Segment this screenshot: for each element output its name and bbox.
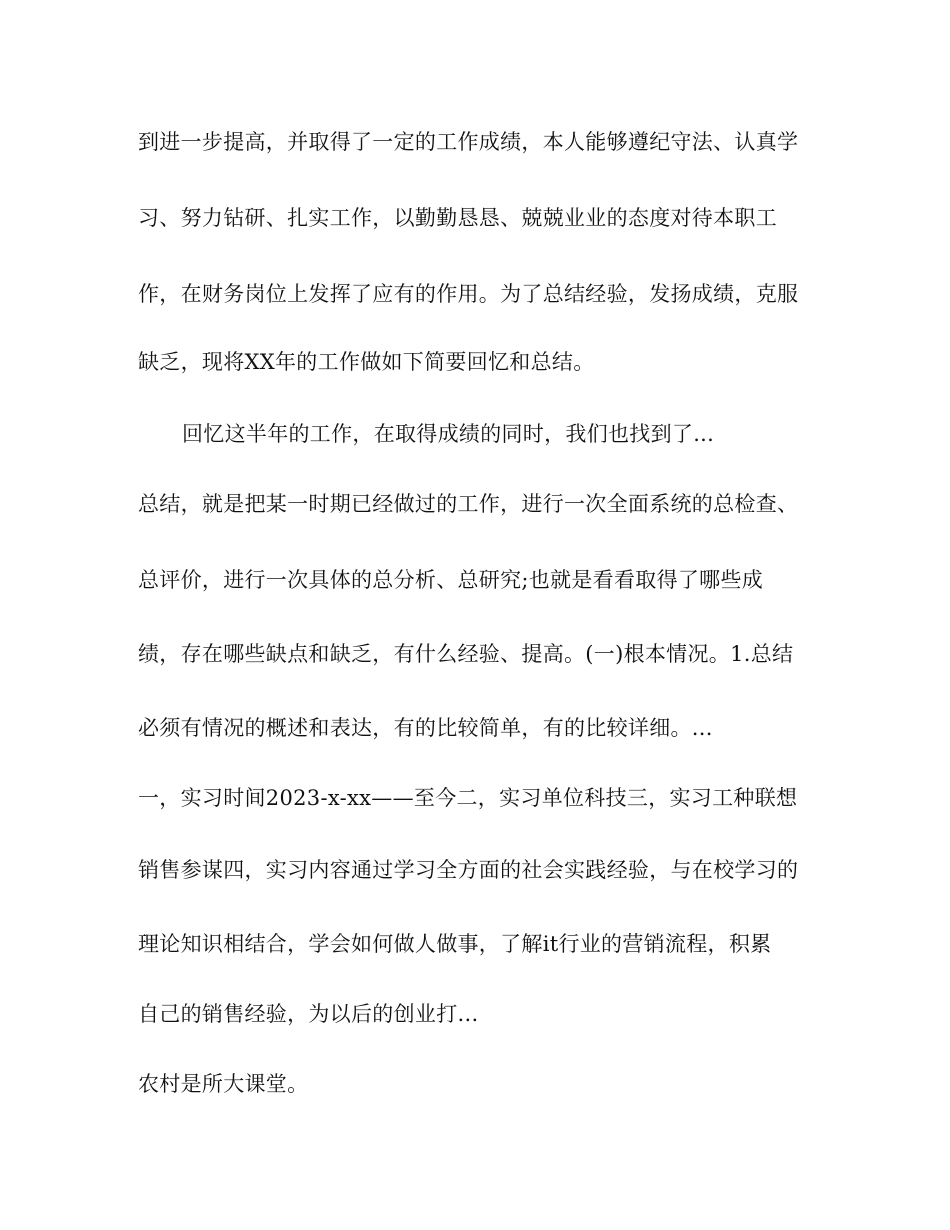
text-line: 理论知识相结合，学会如何做人做事，了解it行业的营销流程，积累 (138, 932, 772, 956)
text-line: 到进一步提高，并取得了一定的工作成绩，本人能够遵纪守法、认真学 (138, 130, 799, 154)
text-line: 习、努力钻研、扎实工作，以勤勤恳恳、兢兢业业的态度对待本职工 (138, 206, 777, 230)
text-line: 总结，就是把某一时期已经做过的工作，进行一次全面系统的总检查、 (138, 492, 799, 516)
text-line: 回忆这半年的工作，在取得成绩的同时，我们也找到了... (182, 422, 715, 446)
text-line: 绩，存在哪些缺点和缺乏，有什么经验、提高。(一)根本情况。1.总结 (138, 642, 794, 666)
text-line: 销售参谋四，实习内容通过学习全方面的社会实践经验，与在校学习的 (138, 858, 799, 882)
text-line: 总评价，进行一次具体的总分析、总研究;也就是看看取得了哪些成 (138, 568, 764, 592)
text-line: 自己的销售经验，为以后的创业打... (138, 1002, 479, 1026)
text-line: 作，在财务岗位上发挥了应有的作用。为了总结经验，发扬成绩，克服 (138, 282, 799, 306)
text-line: 一，实习时间2023-x-xx——至今二，实习单位科技三，实习工种联想 (138, 786, 798, 810)
text-line: 农村是所大课堂。 (138, 1072, 309, 1096)
text-line: 缺乏，现将XX年的工作做如下简要回忆和总结。 (138, 350, 595, 374)
text-line: 必须有情况的概述和表达，有的比较简单，有的比较详细。... (138, 716, 713, 740)
